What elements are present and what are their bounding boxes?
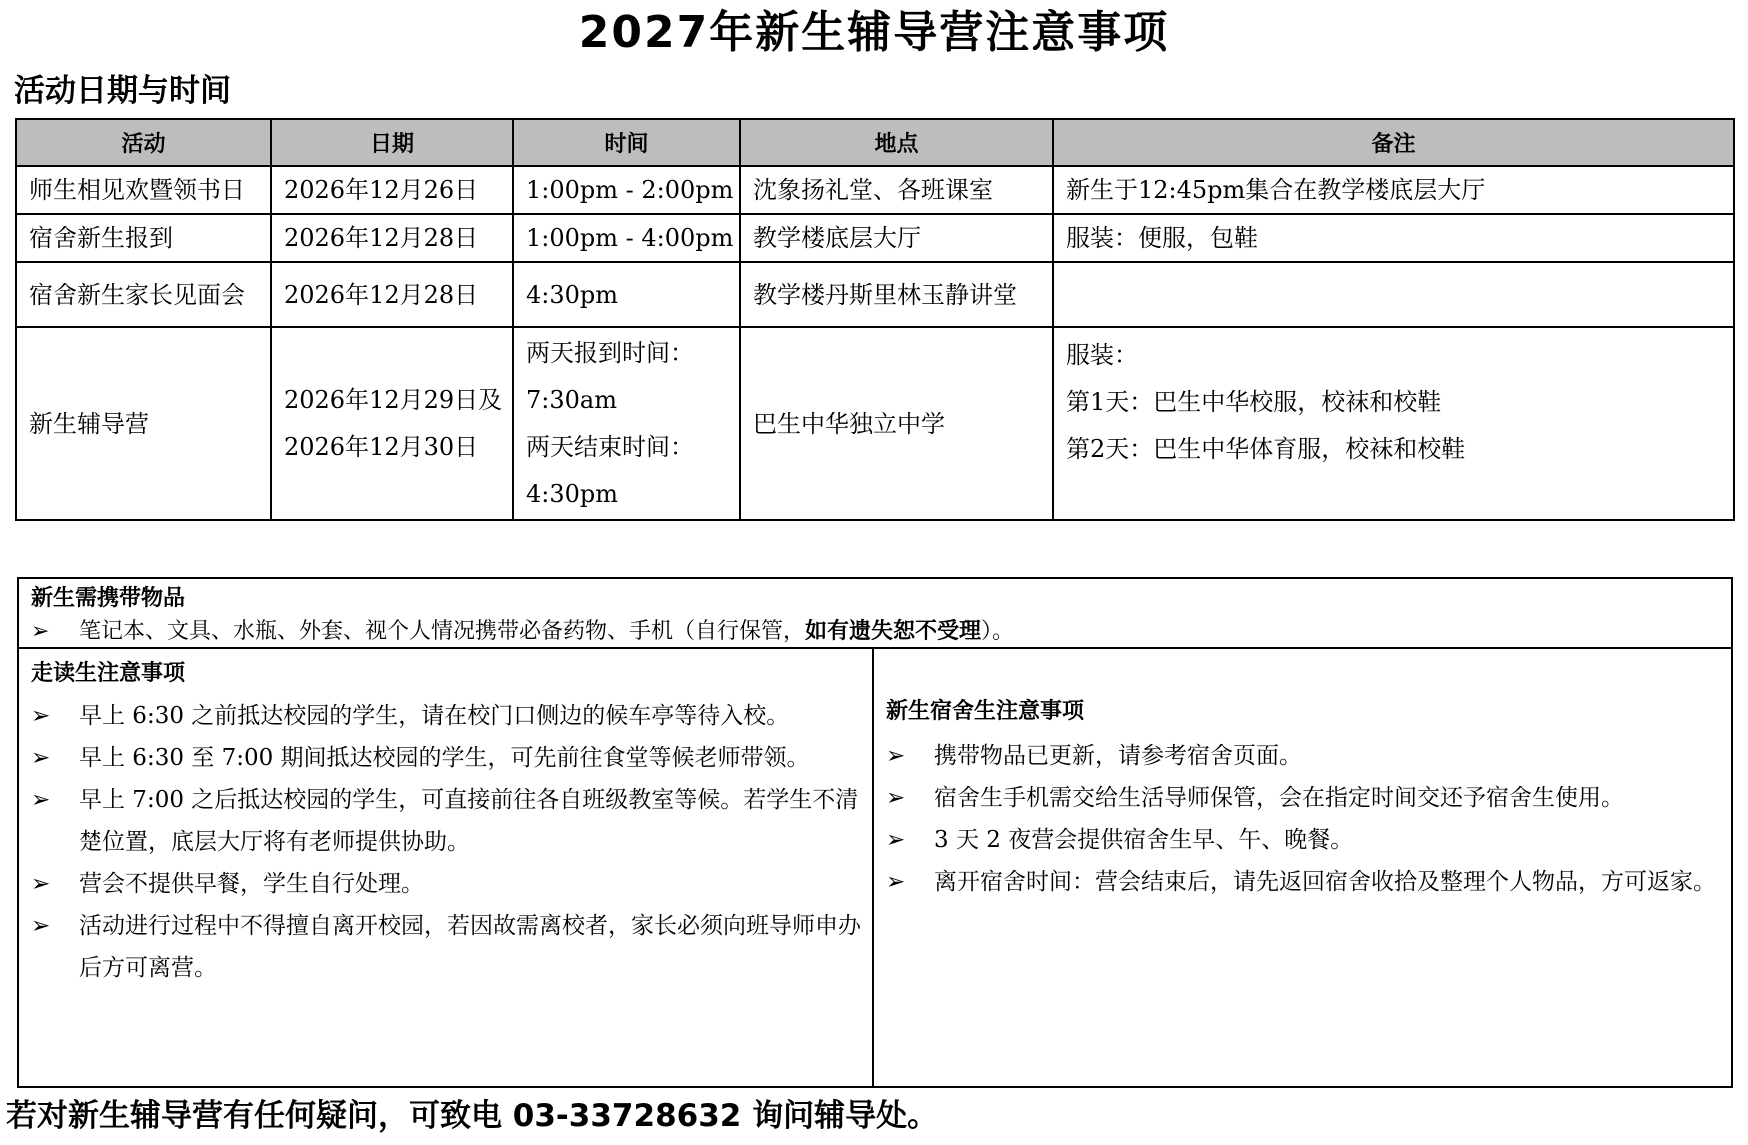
cell-time: 1:00pm - 2:00pm [513, 166, 740, 214]
bring-items-section [19, 579, 1731, 649]
date-line: 2026年12月30日 [284, 432, 479, 461]
cell-place: 巴生中华独立中学 [740, 327, 1053, 520]
cell-place: 教学楼丹斯里林玉静讲堂 [740, 262, 1053, 327]
cell-date: 2026年12月26日 [271, 166, 513, 214]
cell-time: 1:00pm - 4:00pm [513, 214, 740, 262]
cell-date: 2026年12月28日 [271, 262, 513, 327]
header-note: 备注 [1053, 119, 1734, 166]
cell-activity: 新生辅导营 [16, 327, 271, 520]
arrow-bullet-icon: ➢ [31, 787, 51, 813]
bring-items-title: 新生需携带物品 [31, 586, 186, 611]
cell-date [271, 327, 513, 520]
cell-time: 4:30pm [513, 262, 740, 327]
list-item: ➢ 离开宿舍时间：营会结束后，请先返回宿舍收拾及整理个人物品，方可返家。 [886, 861, 1726, 903]
list-item: ➢ 早上 6:30 之前抵达校园的学生，请在校门口侧边的候车亭等待入校。 [31, 695, 866, 737]
boarders-title: 新生宿舍生注意事项 [886, 699, 1085, 724]
arrow-bullet-icon: ➢ [886, 869, 906, 895]
arrow-bullet-icon: ➢ [886, 785, 906, 811]
cell-activity: 宿舍新生报到 [16, 214, 271, 262]
cell-note [1053, 262, 1734, 327]
contact-footer: 若对新生辅导营有任何疑问，可致电 03-33728632 询问辅导处。 [6, 1098, 939, 1134]
bring-items-text: 笔记本、文具、水瓶、外套、视个人情况携带必备药物、手机（自行保管， [79, 619, 806, 644]
cell-note [1053, 327, 1734, 520]
day-students-section [19, 647, 874, 1086]
note-line: 服装： [1066, 341, 1138, 369]
arrow-bullet-icon: ➢ [31, 913, 51, 939]
cell-note: 服装：便服，包鞋 [1053, 214, 1734, 262]
page-title: 2027年新生辅导营注意事项 [578, 7, 1170, 58]
bring-items-text-end: ）。 [981, 619, 1015, 644]
table-row [16, 166, 1734, 214]
arrow-bullet-icon: ➢ [31, 871, 51, 897]
arrow-bullet-icon: ➢ [31, 619, 50, 644]
boarders-section [874, 647, 1731, 1086]
schedule-heading: 活动日期与时间 [14, 73, 231, 109]
cell-note: 新生于12:45pm集合在教学楼底层大厅 [1053, 166, 1734, 214]
arrow-bullet-icon: ➢ [31, 703, 51, 729]
header-date: 日期 [271, 119, 513, 166]
notes-box [17, 577, 1733, 1088]
list-item: ➢ 早上 6:30 至 7:00 期间抵达校园的学生，可先前往食堂等候老师带领。 [31, 737, 866, 779]
schedule-table [15, 118, 1735, 521]
list-item: ➢ 3 天 2 夜营会提供宿舍生早、午、晚餐。 [886, 819, 1726, 861]
time-line: 两天结束时间： [526, 432, 694, 461]
list-item: ➢ 活动进行过程中不得擅自离开校园，若因故需离校者，家长必须向班导师申办后方可离营。 [31, 905, 866, 989]
header-time: 时间 [513, 119, 740, 166]
header-activity: 活动 [16, 119, 271, 166]
list-item: ➢ 携带物品已更新，请参考宿舍页面。 [886, 735, 1726, 777]
table-row [16, 327, 1734, 520]
table-header-row [16, 119, 1734, 166]
table-row [16, 262, 1734, 327]
boarders-list [886, 735, 1726, 903]
time-line: 4:30pm [526, 479, 619, 508]
cell-activity: 师生相见欢暨领书日 [16, 166, 271, 214]
date-line: 2026年12月29日及 [284, 385, 503, 414]
list-item: ➢ 宿舍生手机需交给生活导师保管，会在指定时间交还予宿舍生使用。 [886, 777, 1726, 819]
cell-time [513, 327, 740, 520]
time-line: 7:30am [526, 385, 617, 414]
list-item: ➢ 早上 7:00 之后抵达校园的学生，可直接前往各自班级教室等候。若学生不清楚位置，底层大厅将有老师提供协助。 [31, 779, 866, 863]
table-row [16, 214, 1734, 262]
arrow-bullet-icon: ➢ [886, 827, 906, 853]
bring-items-line [31, 615, 1014, 648]
cell-place: 沈象扬礼堂、各班课室 [740, 166, 1053, 214]
cell-activity: 宿舍新生家长见面会 [16, 262, 271, 327]
note-line: 第2天：巴生中华体育服，校袜和校鞋 [1066, 435, 1466, 463]
note-line: 第1天：巴生中华校服，校袜和校鞋 [1066, 388, 1442, 416]
time-line: 两天报到时间： [526, 338, 694, 367]
arrow-bullet-icon: ➢ [886, 743, 906, 769]
cell-place: 教学楼底层大厅 [740, 214, 1053, 262]
day-students-list [31, 695, 866, 989]
day-students-title: 走读生注意事项 [31, 661, 186, 686]
header-place: 地点 [740, 119, 1053, 166]
list-item: ➢ 营会不提供早餐，学生自行处理。 [31, 863, 866, 905]
bring-items-warning: 如有遗失恕不受理 [805, 618, 982, 644]
arrow-bullet-icon: ➢ [31, 745, 51, 771]
cell-date: 2026年12月28日 [271, 214, 513, 262]
